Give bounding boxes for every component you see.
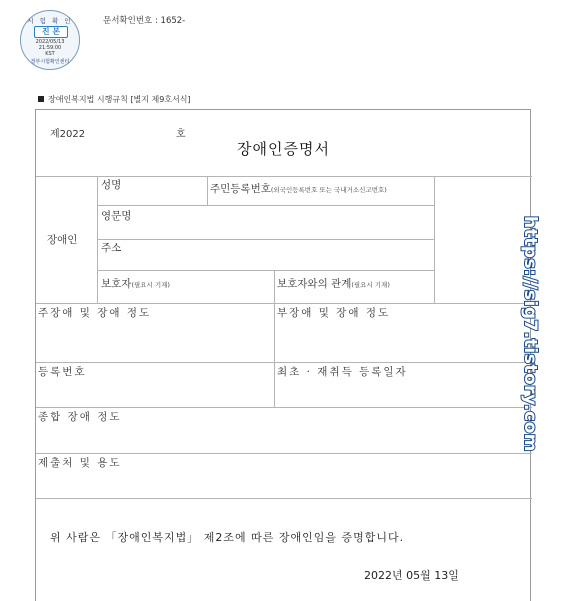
- guardian-label-text: 보호자: [101, 278, 132, 290]
- applicant-section-label: 장애인: [47, 234, 78, 246]
- rule: [274, 270, 275, 303]
- rule: [36, 453, 532, 454]
- rule: [36, 362, 532, 363]
- rule: [97, 176, 98, 303]
- stamp-zone: KST: [45, 51, 55, 57]
- rrn-label: [210, 177, 387, 196]
- stamp-badge: 진 본: [34, 26, 68, 38]
- issue-date: 2022년 05월 13일: [364, 569, 459, 582]
- rrn-note: (외국인등록번호 또는 국내거소신고번호): [270, 186, 387, 194]
- guardian-relation-label: [277, 272, 390, 291]
- certification-statement: 위 사람은 「장애인복지법」 제2조에 따른 장애인임을 증명합니다.: [50, 531, 405, 544]
- form-label: [38, 94, 191, 105]
- registration-date-label: 최초 · 재취득 등록일자: [277, 366, 408, 378]
- relation-label-text: 보호자와의 관계: [277, 278, 352, 290]
- rule: [36, 498, 532, 499]
- stamp-ring-top: 시 험 확 인: [27, 17, 73, 25]
- blog-watermark: [512, 216, 548, 452]
- submission-purpose-label: 제출처 및 용도: [38, 457, 122, 469]
- rule: [97, 205, 435, 206]
- rule: [97, 270, 435, 271]
- rule: [97, 239, 435, 240]
- guardian-note: (필요시 기재): [131, 281, 170, 289]
- main-disability-label: 주장애 및 장애 정도: [38, 307, 152, 319]
- rule: [207, 176, 208, 205]
- watermark-text: https://sig7.tistory.com: [520, 216, 541, 452]
- address-label: 주소: [101, 242, 122, 254]
- rule: [274, 362, 275, 407]
- english-name-label: 영문명: [101, 210, 132, 222]
- stamp-time: 21:59:00: [38, 45, 62, 51]
- stamp-ring-bottom: 정부시험확인센터: [30, 59, 70, 65]
- sub-disability-label: 부장애 및 장애 정도: [277, 307, 391, 319]
- rule: [36, 407, 532, 408]
- rrn-label-text: 주민등록번호: [210, 183, 271, 195]
- overall-degree-label: 종합 장애 정도: [38, 411, 122, 423]
- registration-number-label: 등록번호: [38, 366, 87, 378]
- document-number: 문서확인번호 : 1652-: [103, 16, 186, 26]
- rule: [36, 303, 532, 304]
- square-bullet-icon: [38, 96, 44, 102]
- rule: [434, 176, 435, 303]
- rule: [274, 303, 275, 362]
- certificate-number-prefix: 제2022: [50, 129, 86, 140]
- document-title: 장애인증명서: [237, 140, 330, 158]
- name-label: 성명: [101, 179, 122, 191]
- stamp-date: 2022/05/13: [35, 39, 65, 45]
- certificate-number-suffix: 호: [176, 129, 186, 140]
- verification-stamp: [20, 10, 80, 70]
- form-label-text: 장애인복지법 시행규칙 [별지 제9호서식]: [48, 95, 191, 104]
- relation-note: (필요시 기재): [351, 281, 390, 289]
- guardian-label: [101, 272, 170, 291]
